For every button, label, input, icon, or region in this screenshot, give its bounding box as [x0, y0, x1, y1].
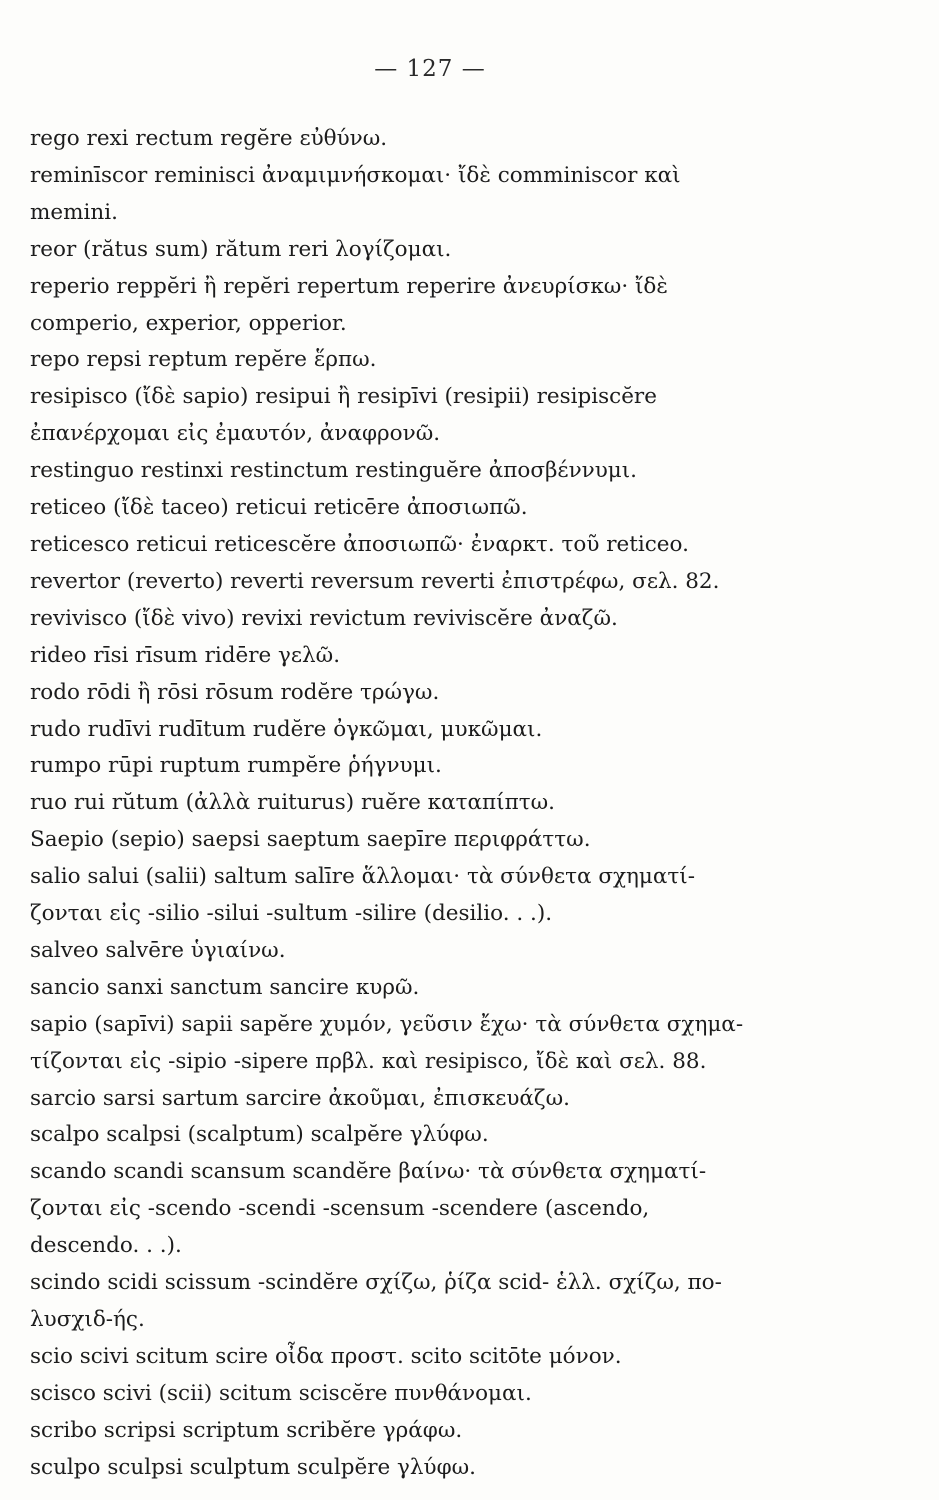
entry-continuation-line: ζονται εἰς -silio -silui -sultum -silire (desilio. . .).: [30, 901, 553, 927]
entry-continuation-line: descendo. . .).: [30, 1233, 182, 1259]
dictionary-entry: [30, 453, 850, 490]
dictionary-entry: [30, 933, 850, 970]
entry-line: ruo rui rŭtum (ἀλλὰ ruiturus) ruĕre καταπίπτω.: [30, 790, 555, 816]
entry-continuation-line: ζονται εἰς -scendo -scendi -scensum -scendere (ascendo,: [30, 1196, 650, 1222]
dictionary-entry: [30, 564, 850, 601]
entry-line: scribo scripsi scriptum scribĕre γράφω.: [30, 1417, 463, 1443]
dictionary-entry: [30, 785, 850, 822]
dictionary-entry: [30, 638, 850, 675]
entry-line: scalpo scalpsi (scalptum) scalpĕre γλύφω.: [30, 1122, 489, 1148]
dictionary-entry: [30, 232, 850, 269]
entry-line: sancio sanxi sanctum sancire κυρῶ.: [30, 974, 420, 1000]
dictionary-entry: [30, 1265, 850, 1339]
entry-continuation-line: comperio, experior, opperior.: [30, 310, 347, 336]
entry-line: scisco scivi (scii) scitum sciscĕre πυνθάνομαι.: [30, 1380, 532, 1406]
dictionary-entry: [30, 158, 850, 232]
entry-continuation-line: λυσχιδ-ής.: [30, 1307, 145, 1332]
entry-line: resipisco (ἴδὲ sapio) resipui ἢ resipīvi (resipii) resipiscĕre: [30, 384, 657, 410]
entry-line: sarcio sarsi sartum sarcire ἀκοῦμαι, ἐπισκευάζω.: [30, 1085, 570, 1111]
entry-continuation-line: memini.: [30, 199, 118, 225]
entry-line: rego rexi rectum regĕre εὐθύνω.: [30, 126, 388, 151]
dictionary-entry: [30, 1339, 850, 1376]
dictionary-entry: [30, 1376, 850, 1413]
dictionary-entry: [30, 379, 850, 453]
dictionary-entry: [30, 527, 850, 564]
dictionary-entry: [30, 675, 850, 712]
entry-line: rudo rudīvi rudītum rudĕre ὀγκῶμαι, μυκῶμαι.: [30, 716, 543, 742]
entry-line: salveo salvēre ὑγιαίνω.: [30, 937, 286, 963]
entry-line: scando scandi scansum scandĕre βαίνω· τὰ σύνθετα σχηματί-: [30, 1159, 707, 1185]
dictionary-entry: [30, 1450, 850, 1487]
dictionary-entry: [30, 601, 850, 638]
entry-line: Saepio (sepio) saepsi saeptum saepīre περιφράττω.: [30, 827, 591, 853]
entry-line: revertor (reverto) reverti reversum reverti ἐπιστρέφω, σελ. 82.: [30, 568, 720, 594]
dictionary-entry: [30, 748, 850, 785]
entry-line: sapio (sapīvi) sapii sapĕre χυμόν, γεῦσιν ἔχω· τὰ σύνθετα σχημα-: [30, 1011, 744, 1037]
dictionary-entry: [30, 712, 850, 749]
entry-line: scio scivi scitum scire οἶδα προστ. scito scitōte μόνον.: [30, 1343, 622, 1369]
entry-line: repo repsi reptum repĕre ἕρπω.: [30, 347, 377, 373]
dictionary-entry: [30, 490, 850, 527]
dictionary-entry: [30, 121, 850, 158]
dictionary-entries: [30, 121, 850, 1487]
entry-line: rumpo rūpi ruptum rumpĕre ῥήγνυμι.: [30, 753, 442, 779]
entry-line: reor (rătus sum) rătum reri λογίζομαι.: [30, 236, 452, 262]
entry-continuation-line: ἐπανέρχομαι εἰς ἐμαυτόν, ἀναφρονῶ.: [30, 421, 441, 447]
page-number: — 127 —: [374, 56, 486, 82]
dictionary-entry: [30, 1154, 850, 1265]
entry-line: revivisco (ἴδὲ vivo) revixi revictum reviviscĕre ἀναζῶ.: [30, 605, 618, 631]
dictionary-entry: [30, 342, 850, 379]
entry-line: rideo rīsi rīsum ridēre γελῶ.: [30, 642, 341, 668]
dictionary-entry: [30, 1117, 850, 1154]
entry-line: rodo rōdi ἢ rōsi rōsum rodĕre τρώγω.: [30, 679, 440, 705]
entry-line: scindo scidi scissum -scindĕre σχίζω, ῥίζα scid- ἑλλ. σχίζω, πο-: [30, 1270, 722, 1296]
dictionary-entry: [30, 269, 850, 343]
entry-line: salio salui (salii) saltum salīre ἅλλομαι· τὰ σύνθετα σχηματί-: [30, 864, 695, 890]
entry-line: sculpo sculpsi sculptum sculpĕre γλύφω.: [30, 1454, 476, 1480]
dictionary-entry: [30, 822, 850, 859]
entry-line: reticeo (ἴδὲ taceo) reticui reticēre ἀποσιωπῶ.: [30, 495, 528, 521]
entry-line: reminīscor reminisci ἀναμιμνήσκομαι· ἴδὲ comminiscor καὶ: [30, 162, 681, 188]
dictionary-entry: [30, 1081, 850, 1118]
entry-line: reperio reppĕri ἢ repĕri repertum reperire ἀνευρίσκω· ἴδὲ: [30, 273, 668, 299]
dictionary-entry: [30, 970, 850, 1007]
dictionary-entry: [30, 859, 850, 933]
dictionary-entry: [30, 1413, 850, 1450]
entry-line: restinguo restinxi restinctum restinguĕre ἀποσβέννυμι.: [30, 458, 638, 484]
entry-continuation-line: τίζονται εἰς -sipio -sipere πρβλ. καὶ resipisco, ἴδὲ καὶ σελ. 88.: [30, 1048, 707, 1074]
dictionary-entry: [30, 1007, 850, 1081]
entry-line: reticesco reticui reticescĕre ἀποσιωπῶ· ἐναρκτ. τοῦ reticeo.: [30, 531, 689, 557]
